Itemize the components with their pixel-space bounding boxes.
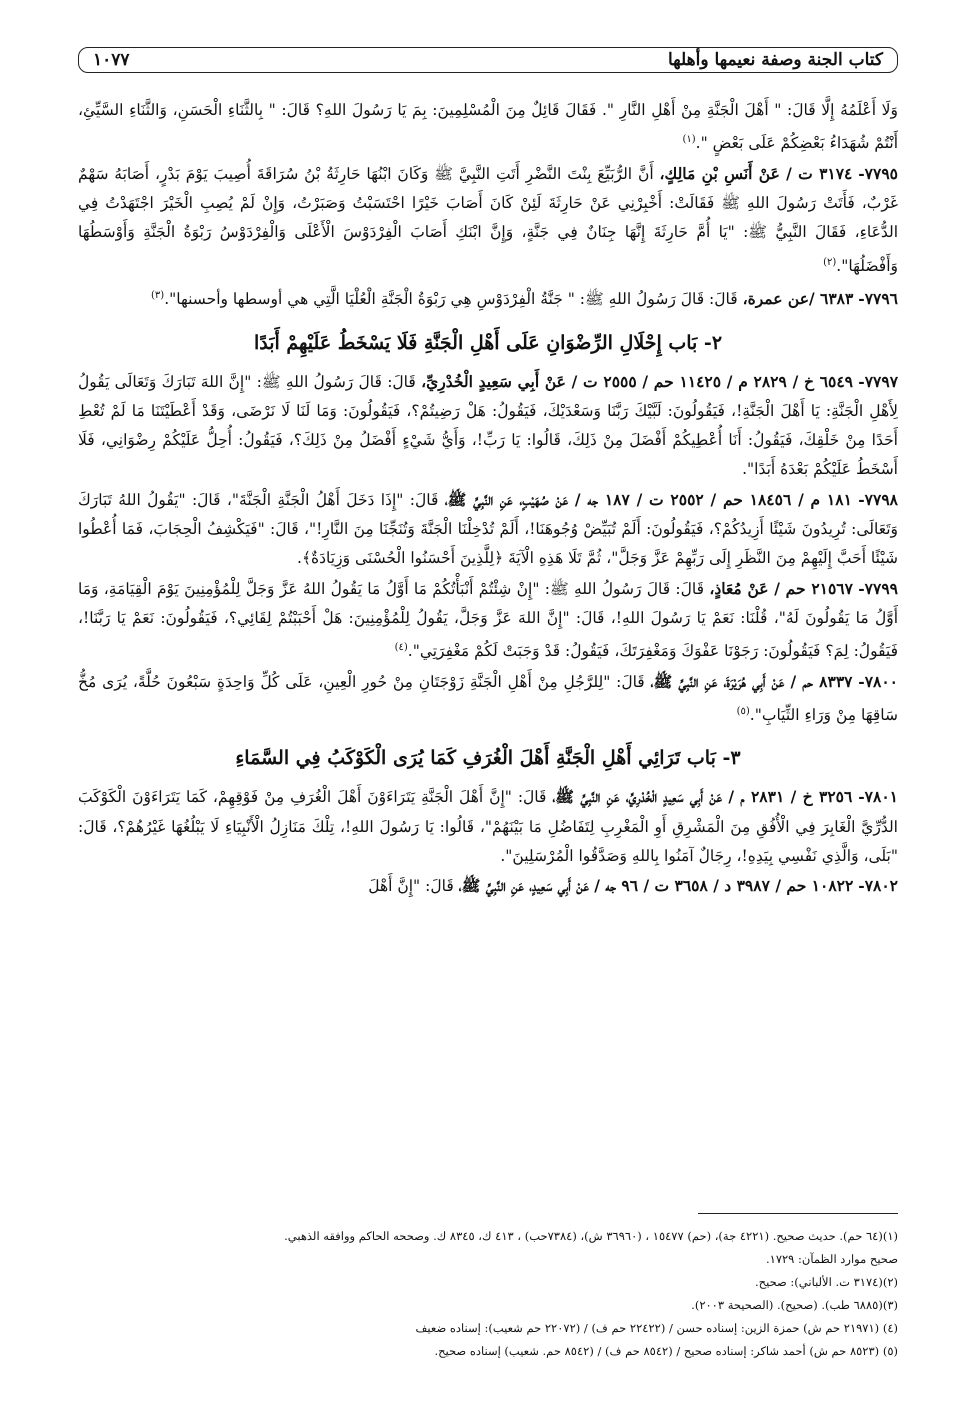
hadith-number: ٧٨٠١- (858, 787, 898, 807)
hadith-references: ١٠٨٢٢ حم / ٣٩٨٧ د / ٣٦٥٨ ت / ٩٦ جه / عَنْ أَبِي سَعِيدٍ، عَنِ النَّبِيِّ ﷺ، (458, 876, 854, 896)
hadith-number: ٧٨٠٠- (858, 671, 898, 691)
hadith-number: ٧٧٩٩- (858, 578, 898, 598)
hadith-number: ٧٧٩٥- (858, 163, 898, 183)
hadith-7799 (78, 574, 898, 667)
footnote-2: (٢)(٣١٧٤ ت. الألباني): صحيح. (755, 1275, 898, 1289)
footnote-ref: (٢) (823, 256, 837, 268)
footnote-1-continued: صحيح موارد الظمآن: ١٧٢٩. (766, 1252, 898, 1266)
footnote-5: (٥) (٨٥٢٣ حم ش) أحمد شاكر: إسناده صحيح / (٨٥٤٢ حم ف) / (٨٥٤٢ حم. شعيب) إسناده صحيح. (434, 1344, 898, 1358)
hadith-text: قَالَ: "إِذَا دَخَلَ أَهْلُ الْجَنَّةِ الْجَنَّةَ"، قَالَ: "يَقُولُ اللهُ تَبَارَكَ وَتَعَالَى: تُرِيدُونَ شَيْئًا أَزِيدُكُمْ؟، فَيَقُولُونَ: أَلَمْ تُبَيِّضْ وُجُوهَنَا!، أَلَمْ تُدْخِلْنَا الْجَنَّةَ وَتُنَجِّنَا مِنَ النَّارِ!"، قَالَ: "فَيَكْشِفُ الْحِجَابَ، فَمَا أُعْطُوا شَيْئًا أَحَبَّ إِلَيْهِمْ مِنَ النَّظَرِ إِلَى رَبِّهِمْ عَزَّ وَجَلَّ"، ثُمَّ تَلَا هَذِهِ الْآيَةَ ﴿لِلَّذِينَ أَحْسَنُوا الْحُسْنَى وَزِيَادَةٌ﴾. (78, 490, 898, 568)
chapter-heading-3: ٣- بَاب تَرَائِي أَهْلِ الْجَنَّةِ أَهْلَ الْغُرَفِ كَمَا يُرَى الْكَوْكَبُ فِي السَّمَاءِ (235, 747, 741, 770)
footnote-divider (698, 1213, 898, 1214)
hadith-text: قَالَ: "إِنَّ أَهْلَ (368, 877, 454, 896)
book-title: كتاب الجنة وصفة نعيمها وأهلها (667, 50, 883, 70)
hadith-7801 (78, 782, 898, 871)
hadith-references: ٢١٥٦٧ حم / عَنْ مُعَاذٍ، (709, 578, 853, 598)
hadith-text: أَنَّ الرُّبَيِّعَ بِنْتَ النَّضْرِ أَتَتِ النَّبِيَّ ﷺ وَكَانَ ابْنُهَا حَارِثَةُ بْنُ سُرَاقَةَ أُصِيبَ يَوْمَ بَدْرٍ، أَصَابَهُ سَهْمٌ غَرْبٌ، فَأَتَتْ رَسُولَ اللهِ ﷺ فَقَالَتْ: أَخْبِرْنِي عَنْ حَارِثَةَ لَئِنْ كَانَ أَصَابَ خَيْرًا احْتَسَبْتُ وَصَبَرْتُ، وَإِنْ لَمْ يُصِبِ الْخَيْرَ اجْتَهَدْتُ فِي الدُّعَاءِ، فَقَالَ النَّبِيُّ ﷺ: "يَا أُمَّ حَارِثَةَ إِنَّهَا جِنَانٌ فِي جَنَّةٍ، وَإِنَّ ابْنَكِ أَصَابَ الْفِرْدَوْسَ الْأَعْلَى وَالْفِرْدَوْسُ رَبْوَةُ الْجَنَّةِ وَأَوْسَطُهَا وَأَفْضَلُهَا". (78, 164, 898, 275)
hadith-references: ٣٢٥٦ خ / ٢٨٣١ م / عَنْ أَبِي سَعِيدٍ الْخُدْرِيِّ، عَنِ النَّبِيِّ ﷺ، (552, 787, 853, 807)
hadith-number: ٧٧٩٦- (858, 289, 898, 309)
footnote-4: (٤) (٢١٩٧١ حم ش) حمزة الزين: إسناده حسن / (٢٢٤٢٢ حم ف) / (٢٢٠٧٢ حم شعيب): إسناده ضعيف (415, 1321, 898, 1335)
hadith-7802 (78, 871, 898, 901)
intro-paragraph (78, 96, 898, 159)
hadith-7795 (78, 159, 898, 281)
page-number: ١٠٧٧ (93, 50, 130, 70)
hadith-text: قَالَ: قَالَ رَسُولُ اللهِ ﷺ: "إِنْ شِئْتُمْ أَنْبَأْتُكُمْ مَا أَوَّلُ مَا يَقُولُ اللهُ عَزَّ وَجَلَّ لِلْمُؤْمِنِينَ يَوْمَ الْقِيَامَةِ، وَمَا أَوَّلُ مَا يَقُولُونَ لَهُ"، قُلْنَا: نَعَمْ يَا رَسُولَ اللهِ!، قَالَ: "إِنَّ اللهَ عَزَّ وَجَلَّ، يَقُولُ لِلْمُؤْمِنِينَ: هَلْ أَحْبَبْتُمْ لِقَائِي؟، فَيَقُولُونَ: نَعَمْ يَا رَبَّنَا!، فَيَقُولُ: لِمَ؟ فَيَقُولُونَ: رَجَوْنَا عَفْوَكَ وَمَغْفِرَتَكَ، فَيَقُولُ: قَدْ وَجَبَتْ لَكُمْ مَغْفِرَتِي". (78, 579, 898, 661)
hadith-references: ٦٣٨٣ /عن عمرة، (742, 289, 854, 309)
hadith-references: ٣١٧٤ ت / عَنْ أَنَسِ بْنِ مَالِكٍ، (659, 163, 853, 183)
hadith-references: ٨٣٣٧ حم / عَنْ أَبِي هُرَيْرَةَ، عَنِ النَّبِيِّ ﷺ، (650, 671, 853, 691)
footnote-ref: (٤) (394, 642, 408, 654)
hadith-7796 (78, 281, 898, 314)
footnote-3: (٣)(٦٨٨٥ طب). (صحيح). (الصحيحة ٢٠٠٣). (691, 1298, 898, 1312)
hadith-text: قَالَ: "إِنَّ أَهْلَ الْجَنَّةِ يَتَرَاءَوْنَ أَهْلَ الْغُرَفِ مِنْ فَوْقِهِمْ، كَمَا يَتَرَاءَوْنَ الْكَوْكَبَ الدُّرِّيَّ الْغَابِرَ فِي الْأُفُقِ مِنَ الْمَشْرِقِ أَوِ الْمَغْرِبِ لِتَفَاضُلِ مَا بَيْنَهُمْ"، قَالُوا: يَا رَسُولَ اللهِ!، تِلْكَ مَنَازِلُ الْأَنْبِيَاءِ لَا يَبْلُغُهَا غَيْرُهُمْ؟، قَالَ: "بَلَى، وَالَّذِي نَفْسِي بِيَدِهِ!، رِجَالٌ آمَنُوا بِاللهِ وَصَدَّقُوا الْمُرْسَلِينَ". (78, 788, 898, 866)
hadith-references: ٦٥٤٩ خ / ٢٨٢٩ م / ١١٤٢٥ حم / ٢٥٥٥ ت / عَنْ أَبِي سَعِيدٍ الْخُدْرِيِّ، (421, 371, 854, 391)
footnote-ref: (١) (682, 134, 696, 146)
page-body (78, 96, 898, 1196)
chapter-heading-2: ٢- بَاب إِحْلَالِ الرِّضْوَانِ عَلَى أَهْلِ الْجَنَّةِ فَلَا يَسْخَطُ عَلَيْهِمْ أَبَدًا (253, 331, 723, 354)
hadith-7797 (78, 367, 898, 485)
page-header (78, 47, 898, 73)
hadith-7798 (78, 485, 898, 574)
hadith-number: ٧٨٠٢- (858, 876, 898, 896)
footnote-ref: (٥) (736, 705, 750, 717)
hadith-text: قَالَ: قَالَ رَسُولُ اللهِ ﷺ: "إِنَّ اللهَ تَبَارَكَ وَتَعَالَى يَقُولُ لِأَهْلِ الْجَنَّةِ: يَا أَهْلَ الْجَنَّةِ!، فَيَقُولُونَ: لَبَّيْكَ رَبَّنَا وَسَعْدَيْكَ، فَيَقُولُ: هَلْ رَضِيتُمْ؟، فَيَقُولُونَ: وَمَا لَنَا لَا نَرْضَى، وَقَدْ أَعْطَيْتَنَا مَا لَمْ تُعْطِ أَحَدًا مِنْ خَلْقِكَ، فَيَقُولُ: أَنَا أُعْطِيكُمْ أَفْضَلَ مِنْ ذَلِكَ، قَالُوا: يَا رَبِّ!، وَأَيُّ شَيْءٍ أَفْضَلُ مِنْ ذَلِكَ؟، فَيَقُولُ: أُحِلُّ عَلَيْكُمْ رِضْوَانِي، فَلَا أَسْخَطُ عَلَيْكُمْ بَعْدَهُ أَبَدًا". (78, 372, 898, 479)
hadith-references: ١٨١ م / ١٨٤٥٦ حم / ٢٥٥٢ ت / ١٨٧ جه / عَنْ صُهَيْبٍ، عَنِ النَّبِيِّ ﷺ، (444, 489, 852, 509)
intro-text: وَلَا أَعْلَمُهُ إِلَّا قَالَ: " أَهْلَ الْجَنَّةِ مِنْ أَهْلِ النَّارِ ". فَقَالَ قَائِلٌ مِنَ الْمُسْلِمِينَ: بِمَ يَا رَسُولَ اللهِ؟ قَالَ: " بِالثَّنَاءِ الْحَسَنِ، وَالثَّنَاءِ السَّيِّئِ، أَنْتُمْ شُهَدَاءُ بَعْضِكُمْ عَلَى بَعْضٍ ". (78, 101, 898, 153)
hadith-number: ٧٧٩٨- (858, 489, 898, 509)
footnote-ref: (٣) (151, 290, 165, 302)
footnote-1: (١)(٦٤ حم). حديث صحيح. (٤٢٢١ جة)، (حم) ١٥٤٧٧ ، (٣٦٩٦٠ ش)، (٧٣٨٤حب) ، ٤١٣ ك، ٨٣٤٥ ك. وصححه الحاكم ووافقه الذهبي. (284, 1229, 898, 1243)
hadith-text: قَالَ: "لِلرَّجُلِ مِنْ أَهْلِ الْجَنَّةِ زَوْجَتَانِ مِنْ حُورِ الْعِينِ، عَلَى كُلِّ وَاحِدَةٍ سَبْعُونَ حُلَّةً، يُرَى مُخُّ سَاقِهَا مِنْ وَرَاءِ الثِّيَابِ". (78, 672, 898, 725)
hadith-7800 (78, 667, 898, 731)
hadith-number: ٧٧٩٧- (858, 371, 898, 391)
hadith-text: قَالَ: قَالَ رَسُولُ اللهِ ﷺ: " جَنَّةُ الْفِرْدَوْسِ هِي رَبْوَةُ الْجَنَّةِ الْعُلْيَا الَّتِي هي أوسطها وأحسنها". (164, 290, 738, 309)
footnotes (78, 1225, 898, 1363)
